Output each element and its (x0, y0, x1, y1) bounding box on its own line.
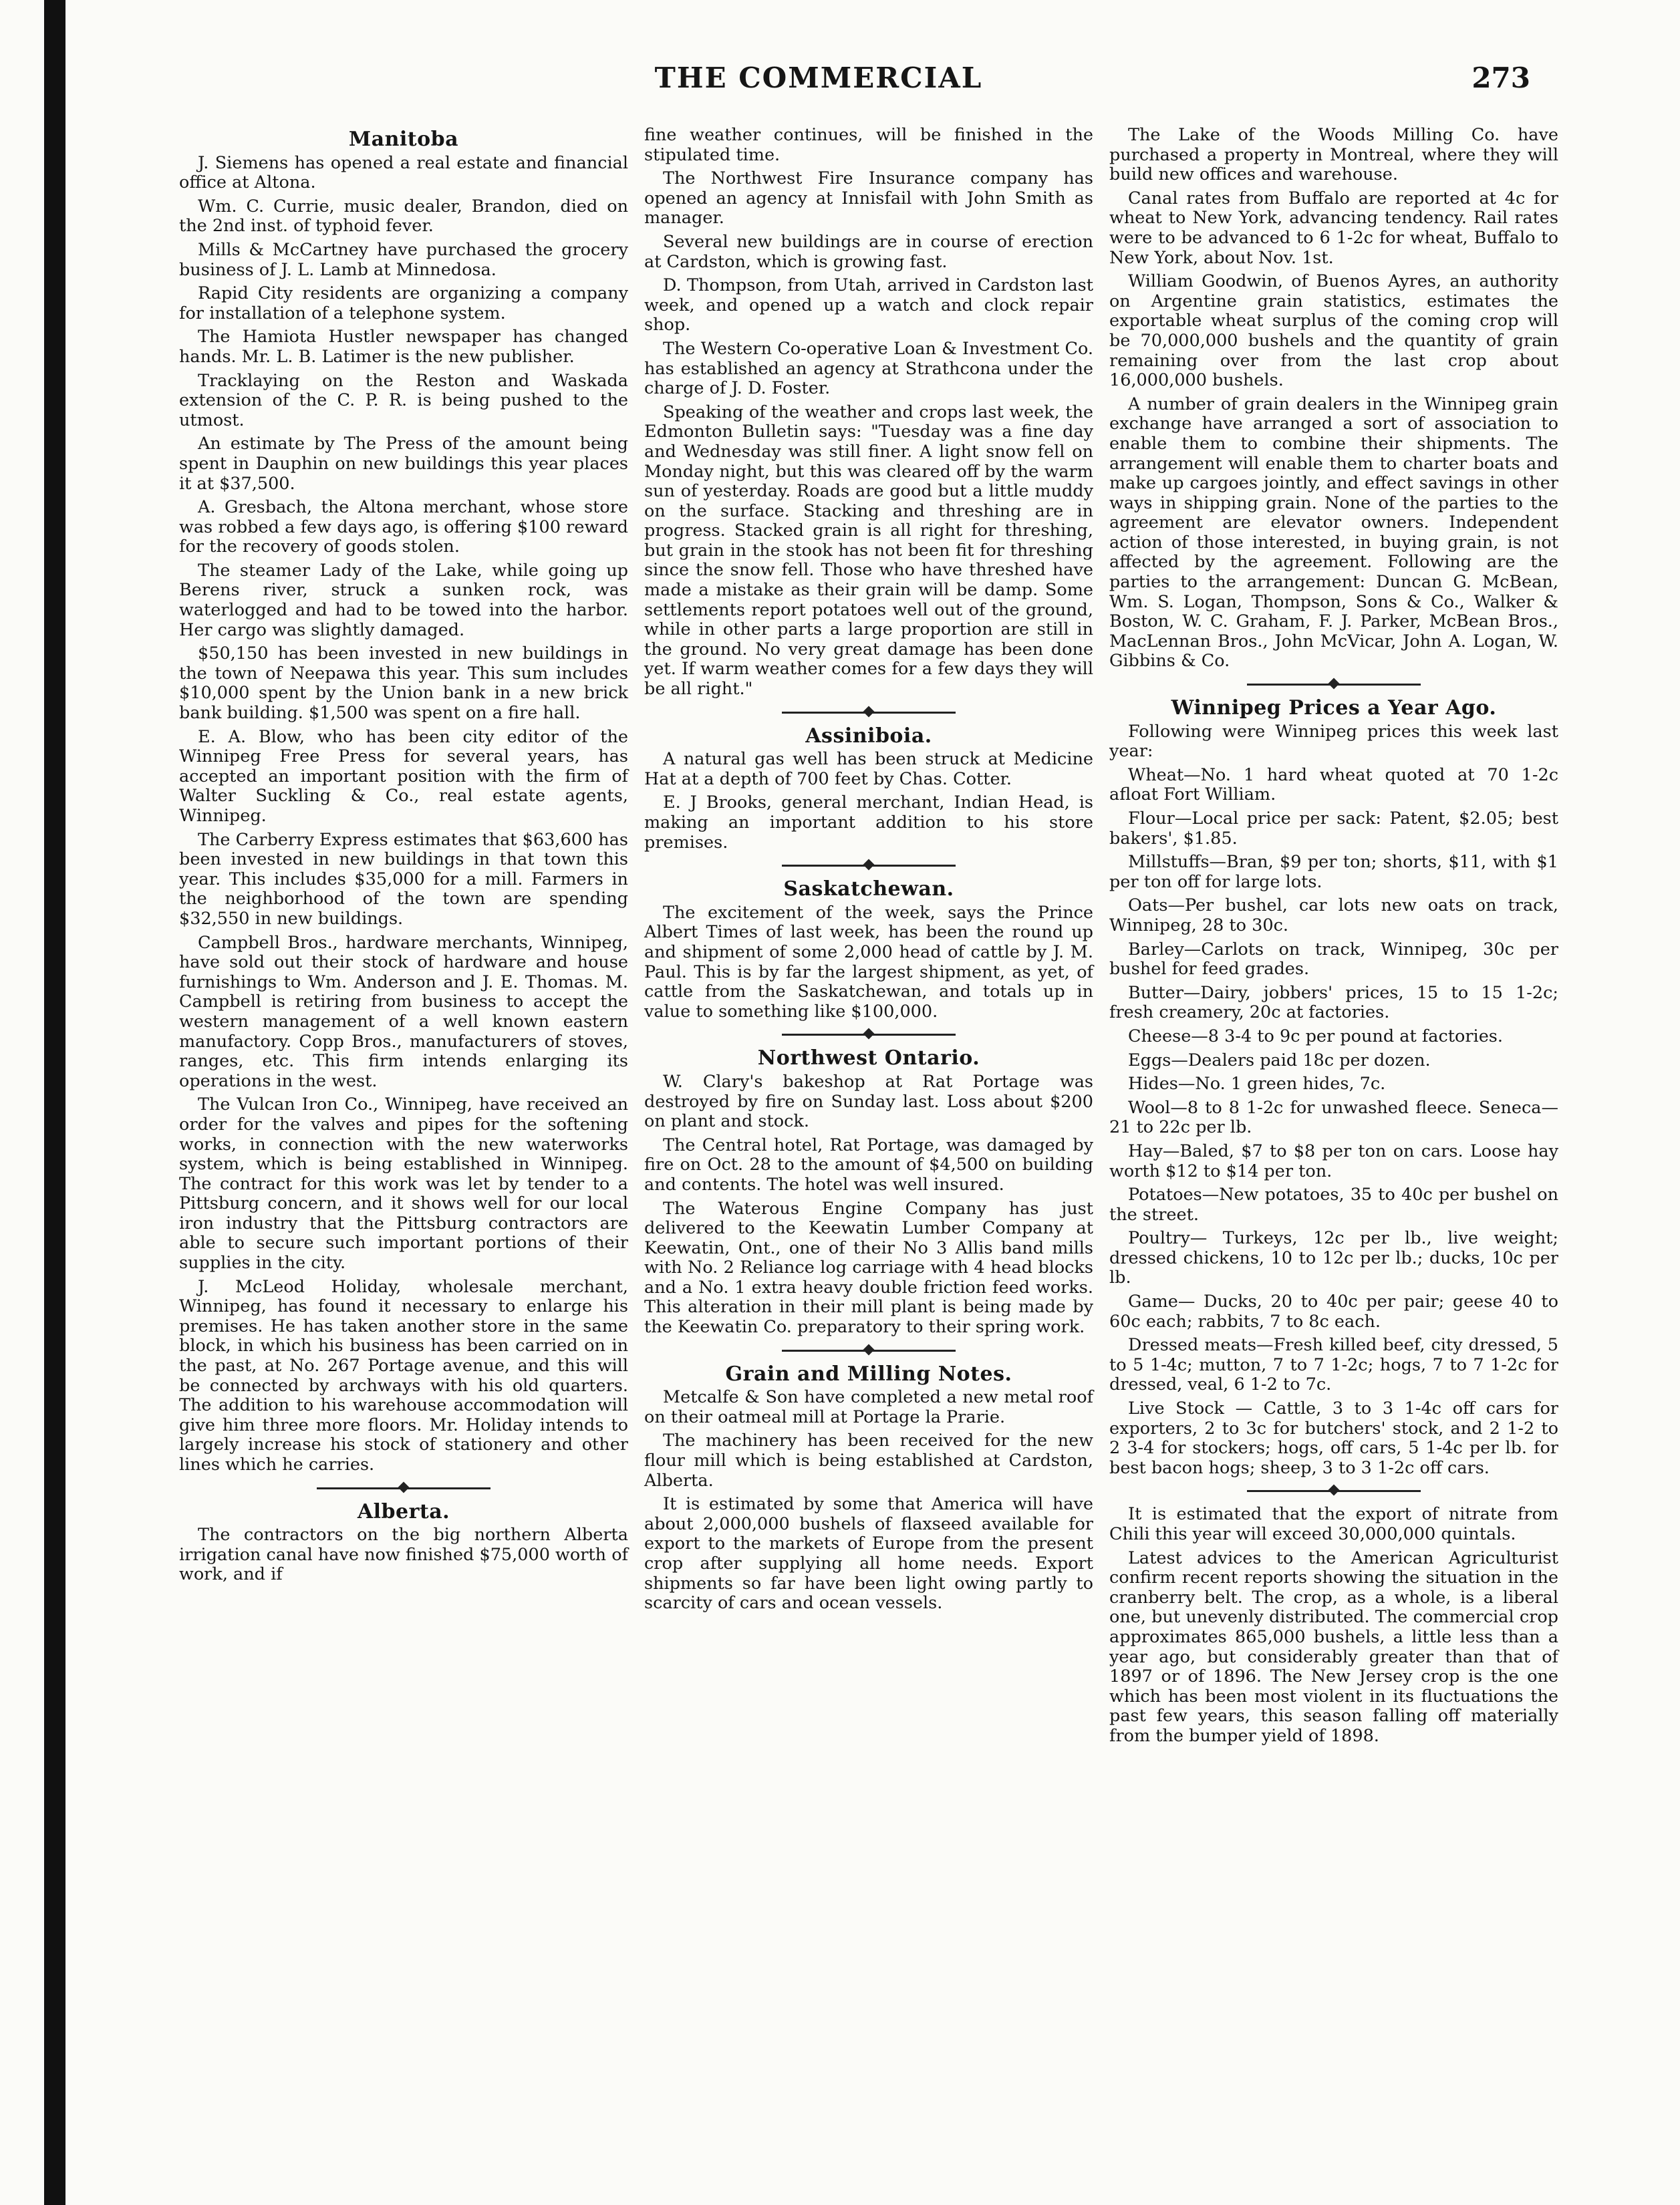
section-divider (782, 1343, 956, 1358)
price-item: Poultry— Turkeys, 12c per lb., live weight; dressed chickens, 10 to 12c per lb.; ducks, 10c per lb. (1109, 1228, 1558, 1288)
scan-edge-shadow (44, 0, 65, 2205)
article-paragraph: Wm. C. Currie, music dealer, Brandon, died on the 2nd inst. of typhoid fever. (179, 196, 628, 237)
article-paragraph: The Hamiota Hustler newspaper has changed hands. Mr. L. B. Latimer is the new publisher. (179, 327, 628, 367)
article-paragraph: A. Gresbach, the Altona merchant, whose store was robbed a few days ago, is offering $100 reward for the recovery of goods stolen. (179, 497, 628, 557)
article-paragraph: The steamer Lady of the Lake, while going up Berens river, struck a sunken rock, was waterlogged and had to be towed into the harbor. Her cargo was slightly damaged. (179, 560, 628, 640)
article-paragraph: The Central hotel, Rat Portage, was damaged by fire on Oct. 28 to the amount of $4,500 on building and contents. The hotel was well insured. (644, 1135, 1093, 1195)
article-paragraph: fine weather continues, will be finished in the stipulated time. (644, 125, 1093, 165)
article-paragraph: A number of grain dealers in the Winnipeg grain exchange have arranged a sort of association to enable them to combine their shipments. The arrangement will enable them to charter boats and make up cargoes jointly, and effect savings in other ways in shipping grain. None of the parties to the agreement are elevator owners. Independent action of those interested, in buying grain, is not affected by the agreement. Following are the parties to the arrangement: Duncan G. McBean, Wm. S. Logan, Thompson, Sons & Co., Walker & Boston, W. C. Graham, F. J. Parker, McBean Bros., MacLennan Bros., John McVicar, John A. Logan, W. Gibbins & Co. (1109, 394, 1558, 672)
section-heading-grain-milling: Grain and Milling Notes. (725, 1362, 1012, 1386)
price-item: Millstuffs—Bran, $9 per ton; shorts, $11, with $1 per ton off for large lots. (1109, 852, 1558, 892)
article-paragraph: Latest advices to the American Agriculturist confirm recent reports showing the situation in the cranberry belt. The crop, as a whole, is a liberal one, but unevenly distributed. The commercial crop approximates 865,000 bushels, a little less than a year ago, but considerably greater than that of 1897 or of 1896. The New Jersey crop is the one which has been most violent in its fluctuations the past few years, this season falling off materially from the bumper yield of 1898. (1109, 1548, 1558, 1746)
price-item: Potatoes—New potatoes, 35 to 40c per bushel on the street. (1109, 1185, 1558, 1225)
prices-intro: Following were Winnipeg prices this week last year: (1109, 721, 1558, 762)
price-item: Hay—Baled, $7 to $8 per ton on cars. Loose hay worth $12 to $14 per ton. (1109, 1141, 1558, 1181)
section-heading-northwest-ontario: Northwest Ontario. (757, 1046, 980, 1070)
article-paragraph: An estimate by The Press of the amount being spent in Dauphin on new buildings this year places it at $37,500. (179, 434, 628, 494)
price-item: Wool—8 to 8 1-2c for unwashed fleece. Seneca—21 to 22c per lb. (1109, 1097, 1558, 1138)
section-divider (782, 705, 956, 720)
page-number: 273 (1472, 61, 1530, 94)
article-paragraph: The Vulcan Iron Co., Winnipeg, have received an order for the valves and pipes for the softening works, in connection with the new waterworks system, which is being established in Winnipeg. The contract for this work was let by tender to a Pittsburg concern, and it shows well for our local iron industry that the Pittsburg contractors are able to secure such important portions of their supplies in the city. (179, 1094, 628, 1274)
section-heading-saskatchewan: Saskatchewan. (783, 877, 954, 901)
price-item: Barley—Carlots on track, Winnipeg, 30c per bushel for feed grades. (1109, 939, 1558, 980)
article-paragraph: The Carberry Express estimates that $63,600 has been invested in new buildings in that town this year. This includes $35,000 for a mill. Farmers in the neighborhood of the town are spending $32,550 in new buildings. (179, 829, 628, 929)
price-item: Eggs—Dealers paid 18c per dozen. (1128, 1050, 1431, 1070)
column-3 (1109, 126, 1558, 1751)
section-divider (782, 858, 956, 873)
article-paragraph: The Northwest Fire Insurance company has opened an agency at Innisfail with John Smith as manager. (644, 168, 1093, 229)
price-item: Flour—Local price per sack: Patent, $2.05; best bakers', $1.85. (1109, 808, 1558, 849)
article-paragraph: It is estimated by some that America will have about 2,000,000 bushels of flaxseed available for export to the markets of Europe from the present crop after supplying all home needs. Export shipments so far have been light owing partly to scarcity of cars and ocean vessels. (644, 1494, 1093, 1614)
article-paragraph: E. A. Blow, who has been city editor of the Winnipeg Free Press for several years, has accepted an important position with the firm of Walter Suckling & Co., real estate agents, Winnipeg. (179, 726, 628, 826)
section-heading-manitoba: Manitoba (348, 128, 459, 151)
price-item: Live Stock — Cattle, 3 to 3 1-4c off cars for exporters, 2 to 3c for butchers' stock, and 2 1-2 to 2 3-4 for stockers; hogs, off cars, 5 1-4c per lb. for best bacon hogs; sheep, 3 to 3 1-2c off cars. (1109, 1399, 1558, 1478)
section-heading-assiniboia: Assiniboia. (805, 724, 932, 748)
publication-title: THE COMMERCIAL (654, 61, 983, 94)
price-item: Butter—Dairy, jobbers' prices, 15 to 15 1-2c; fresh creamery, 20c at factories. (1109, 982, 1558, 1023)
article-paragraph: Metcalfe & Son have completed a new metal roof on their oatmeal mill at Portage la Prarie. (644, 1387, 1093, 1427)
article-paragraph: Canal rates from Buffalo are reported at 4c for wheat to New York, advancing tendency. Rail rates were to be advanced to 6 1-2c for wheat, Buffalo to New York, about Nov. 1st. (1109, 188, 1558, 268)
article-paragraph: The Western Co-operative Loan & Investment Co. has established an agency at Strathcona under the charge of J. D. Foster. (644, 338, 1093, 399)
price-item: Game— Ducks, 20 to 40c per pair; geese 40 to 60c each; rabbits, 7 to 8c each. (1109, 1292, 1558, 1332)
section-divider (317, 1481, 491, 1495)
section-divider (1247, 1483, 1421, 1498)
article-paragraph: W. Clary's bakeshop at Rat Portage was destroyed by fire on Sunday last. Loss about $200 on plant and stock. (644, 1071, 1093, 1132)
page-header (107, 61, 1530, 108)
column-1 (179, 126, 628, 1589)
article-paragraph: Campbell Bros., hardware merchants, Winnipeg, have sold out their stock of hardware and house furnishings to Wm. Anderson and J. E. Thomas. M. Campbell is retiring from business to accept the western management of a well known eastern manufactory. Copp Bros., manufacturers of stoves, ranges, etc. This firm intends enlarging its operations in the west. (179, 932, 628, 1091)
article-paragraph: Rapid City residents are organizing a company for installation of a telephone system. (179, 283, 628, 323)
price-item: Dressed meats—Fresh killed beef, city dressed, 5 to 5 1-4c; mutton, 7 to 7 1-2c; hogs, 7 to 7 1-2c for dressed, veal, 6 1-2 to 7c. (1109, 1335, 1558, 1395)
article-paragraph: J. McLeod Holiday, wholesale merchant, Winnipeg, has found it necessary to enlarge his premises. He has taken another store in the same block, in which his business has been carried on in the past, at No. 267 Portage avenue, and this will be connected by archways with his old quarters. The addition to his warehouse accommodation will give him three more floors. Mr. Holiday intends to largely increase his stock of stationery and other lines which he carries. (179, 1276, 628, 1475)
article-paragraph: The Waterous Engine Company has just delivered to the Keewatin Lumber Company at Keewatin, Ont., one of their No 3 Allis band mills with No. 2 Reliance log carriage with 4 head blocks and a No. 1 extra heavy double friction feed works. This alteration in their mill plant is being made by the Keewatin Co. preparatory to their spring work. (644, 1198, 1093, 1338)
article-paragraph: William Goodwin, of Buenos Ayres, an authority on Argentine grain statistics, estimates the exportable wheat surplus of the coming crop will be 70,000,000 bushels and the quantity of grain remaining over from the last crop about 16,000,000 bushels. (1109, 271, 1558, 391)
article-paragraph: The Lake of the Woods Milling Co. have purchased a property in Montreal, where they will build new offices and warehouse. (1109, 125, 1558, 185)
price-item: Cheese—8 3-4 to 9c per pound at factories. (1128, 1026, 1503, 1046)
price-item: Oats—Per bushel, car lots new oats on track, Winnipeg, 28 to 30c. (1109, 895, 1558, 935)
price-item: Hides—No. 1 green hides, 7c. (1128, 1074, 1386, 1094)
article-paragraph: Speaking of the weather and crops last week, the Edmonton Bulletin says: "Tuesday was a fine day and Wednesday was still finer. A light snow fell on Monday night, but this was cleared off by the warm sun of yesterday. Roads are good but a little muddy on the surface. Stacking and threshing are in progress. Stacked grain is all right for threshing, but grain in the stook has not been fit for threshing since the snow fell. Those who have threshed have made a mistake as their grain will be damp. Some settlements report potatoes well out of the ground, while in other parts a large proportion are still in the ground. No very great damage has been done yet. If warm weather comes for a few days they will be all right." (644, 402, 1093, 700)
article-paragraph: Mills & McCartney have purchased the grocery business of J. L. Lamb at Minnedosa. (179, 239, 628, 280)
article-paragraph: Tracklaying on the Reston and Waskada extension of the C. P. R. is being pushed to the utmost. (179, 370, 628, 430)
price-item: Wheat—No. 1 hard wheat quoted at 70 1-2c afloat Fort William. (1109, 764, 1558, 805)
article-paragraph: $50,150 has been invested in new buildings in the town of Neepawa this year. This sum includes $10,000 spent by the Union bank in a new brick bank building. $1,500 was spent on a fire hall. (179, 643, 628, 724)
section-heading-winnipeg-prices: Winnipeg Prices a Year Ago. (1171, 696, 1497, 720)
column-2 (644, 126, 1093, 1618)
article-paragraph: J. Siemens has opened a real estate and financial office at Altona. (179, 152, 628, 193)
article-paragraph: Several new buildings are in course of erection at Cardston, which is growing fast. (644, 231, 1093, 272)
section-heading-alberta: Alberta. (357, 1499, 450, 1523)
article-paragraph: A natural gas well has been struck at Medicine Hat at a depth of 700 feet by Chas. Cotter. (644, 749, 1093, 789)
article-paragraph: The contractors on the big northern Alberta irrigation canal have now finished $75,000 worth of work, and if (179, 1525, 628, 1585)
section-divider (782, 1027, 956, 1042)
article-paragraph: D. Thompson, from Utah, arrived in Cardston last week, and opened up a watch and clock repair shop. (644, 275, 1093, 335)
article-paragraph: It is estimated that the export of nitrate from Chili this year will exceed 30,000,000 quintals. (1109, 1504, 1558, 1544)
section-divider (1247, 677, 1421, 692)
article-paragraph: The excitement of the week, says the Prince Albert Times of last week, has been the round up and shipment of some 2,000 head of cattle by J. M. Paul. This is by far the largest shipment, as yet, of cattle from the Saskatchewan, and totals up in value to something like $100,000. (644, 902, 1093, 1022)
article-paragraph: The machinery has been received for the new flour mill which is being established at Cardston, Alberta. (644, 1431, 1093, 1491)
article-paragraph: E. J Brooks, general merchant, Indian Head, is making an important addition to his store premises. (644, 792, 1093, 853)
